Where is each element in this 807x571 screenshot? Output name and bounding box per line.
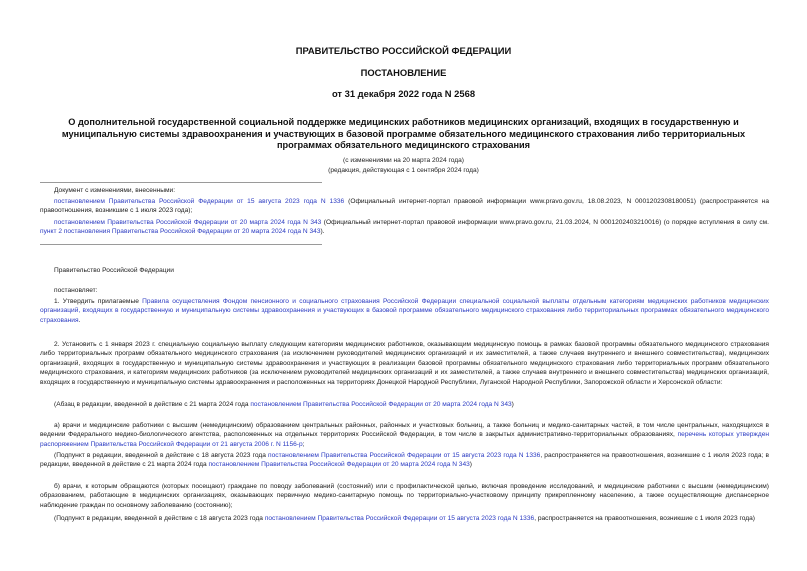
link-decree-343-note[interactable]: постановлением Правительства Российской Федерации от 20 марта 2024 года N 343 — [250, 401, 512, 408]
link-order-1156r[interactable]: перечень которых утвержден распоряжением Правительства Российской Федерации от 21 августа 2006 г. N 1156-р — [40, 431, 770, 448]
link-decree-1336-note-a[interactable]: постановлением Правительства Российской Федерации от 15 августа 2023 года N 1336 — [268, 452, 541, 459]
edition-note-current: (редакция, действующая с 1 сентября 2024 года) — [328, 167, 479, 174]
divider-top — [40, 182, 322, 183]
document-title: О дополнительной государственной социальной поддержке медицинских работников медицинских организаций, входящих в государственную и муниципальную системы здравоохранения и участвующих в базовой программе обязательного медицинского страхования либо территориальных программах обязательного медицинского страхования — [61, 117, 746, 151]
link-decree-343-note-a[interactable]: постановлением Правительства Российской Федерации от 20 марта 2024 года N 343 — [208, 461, 470, 469]
link-payment-rules[interactable]: Правила осуществления Фондом пенсионного и социального страхования Российской Федерации специальной социальной выплаты отдельным категориям медицинских работников медицинских организаций, входящих в государственную и муниципальную системы здравоохранения и участвующих в базовой программе обязательного медицинского страхования либо территориальных программах обязательного медицинского страхования — [40, 298, 769, 324]
subparagraph-b: б) врачи, к которым обращаются (которых посещают) граждане по поводу заболеваний (состояний) или с профилактической целью, включая проведение исследований, и медицинские работники с высшим (немедицинским) образованием, работающие в медицинских организациях, оказывающих первичную медико-санитарную помощь по территориально-участковому принципу прикрепленному населению, а также осуществляющие диспансерное наблюдение граждан по основному заболеванию (состоянию); — [40, 483, 769, 509]
link-decree-343-clause-2[interactable]: пункт 2 постановления Правительства Российской Федерации от 20 марта 2024 года N 343 — [40, 228, 321, 236]
issuer-heading: ПРАВИТЕЛЬСТВО РОССИЙСКОЙ ФЕДЕРАЦИИ — [295, 45, 512, 56]
link-decree-1336-note-b[interactable]: постановлением Правительства Российской Федерации от 15 августа 2023 года N 1336 — [264, 515, 535, 522]
date-number-heading: от 31 декабря 2022 года N 2568 — [331, 88, 476, 99]
subparagraph-a: а) врачи и медицинские работники с высшим (немедицинским) образованием центральных районных, районных и участковых больниц, а также больниц и медико-санитарных частей, в том числе центральных, находящихся в ведении Федерального медико-биологического агентства, расположенных на отдельных территориях Российской Федерации, в том числе в закрытых административно-территориальных образованиях, перечень которых утвержден распоряжением Правительства Российской Федерации от 21 августа 2006 г. N 1156-р; — [40, 422, 770, 448]
changes-item-1: постановлением Правительства Российской Федерации от 15 августа 2023 года N 1336 (Официальный интернет-портал правовой информации www.pravo.gov.ru, 18.08.2023, N 0001202308180051) (распространяется на правоотношения, возникшие с 1 июля 2023 года); — [40, 198, 769, 215]
paragraph-resolves: постановляет: — [54, 287, 98, 294]
changes-item-2: постановлением Правительства Российской Федерации от 20 марта 2024 года N 343 (Официальный интернет-портал правовой информации www.pravo.gov.ru, 21.03.2024, N 0001202403210016) (о порядке вступления в силу см. пункт 2 постановления Правительства Российской Федерации от 20 марта 2024 года N 343). — [40, 219, 769, 236]
changes-intro: Документ с изменениями, внесенными: — [54, 187, 176, 194]
divider-bottom — [40, 244, 322, 245]
subparagraph-a-note: (Подпункт в редакции, введенной в действие с 18 августа 2023 года постановлением Правительства Российской Федерации от 15 августа 2023 года N 1336, распространяется на правоотношения, возникшие с 1 июля 2023 года; в редакции, введенной в действие с 21 марта 2024 года постановлением Правительства Российской Федерации от 20 марта 2024 года N 343) — [40, 452, 769, 469]
paragraph-2-note: (Абзац в редакции, введенной в действие с 21 марта 2024 года постановлением Правительства Российской Федерации от 20 марта 2024 года N 343) — [54, 401, 514, 408]
paragraph-1: 1. Утвердить прилагаемые Правила осуществления Фондом пенсионного и социального страхования Российской Федерации специальной социальной выплаты отдельным категориям медицинских работников медицинских организаций, входящих в государственную и муниципальную системы здравоохранения и участвующих в базовой программе обязательного медицинского страхования либо территориальных программах обязательного медицинского страхования. — [40, 298, 769, 324]
paragraph-government: Правительство Российской Федерации — [54, 267, 174, 274]
link-decree-343[interactable]: постановлением Правительства Российской Федерации от 20 марта 2024 года N 343 — [54, 219, 322, 226]
edition-note-changes: (с изменениями на 20 марта 2024 года) — [343, 157, 464, 164]
link-decree-1336[interactable]: постановлением Правительства Российской Федерации от 15 августа 2023 года N 1336 — [54, 198, 345, 205]
subparagraph-b-note: (Подпункт в редакции, введенной в действие с 18 августа 2023 года постановлением Правительства Российской Федерации от 15 августа 2023 года N 1336, распространяется на правоотношения, возникшие с 1 июля 2023 года) — [54, 515, 755, 522]
paragraph-2: 2. Установить с 1 января 2023 г. специальную социальную выплату следующим категориям медицинских работников, оказывающим медицинскую помощь в рамках базовой программы обязательного медицинского страхования либо территориальных программ обязательного медицинского страхования (за исключением руководителей медицинских организаций и их заместителей, а также случаев внутреннего и внешнего совместительства), медицинских организаций, входящих в государственную и муниципальную системы здравоохранения и участвующих в реализации базовой программы обязательного медицинского страхования либо территориальных программ обязательного медицинского страхования, и категориям медицинских работников (за исключением руководителей медицинских организаций и их заместителей, а также случаев внутреннего и внешнего совместительства) медицинских организаций, входящих в государственную и муниципальную системы здравоохранения и расположенных на территориях Донецкой Народной Республики, Луганской Народной Республики, Запорожской области и Херсонской области: — [40, 341, 769, 386]
doc-type-heading: ПОСТАНОВЛЕНИЕ — [360, 67, 447, 78]
